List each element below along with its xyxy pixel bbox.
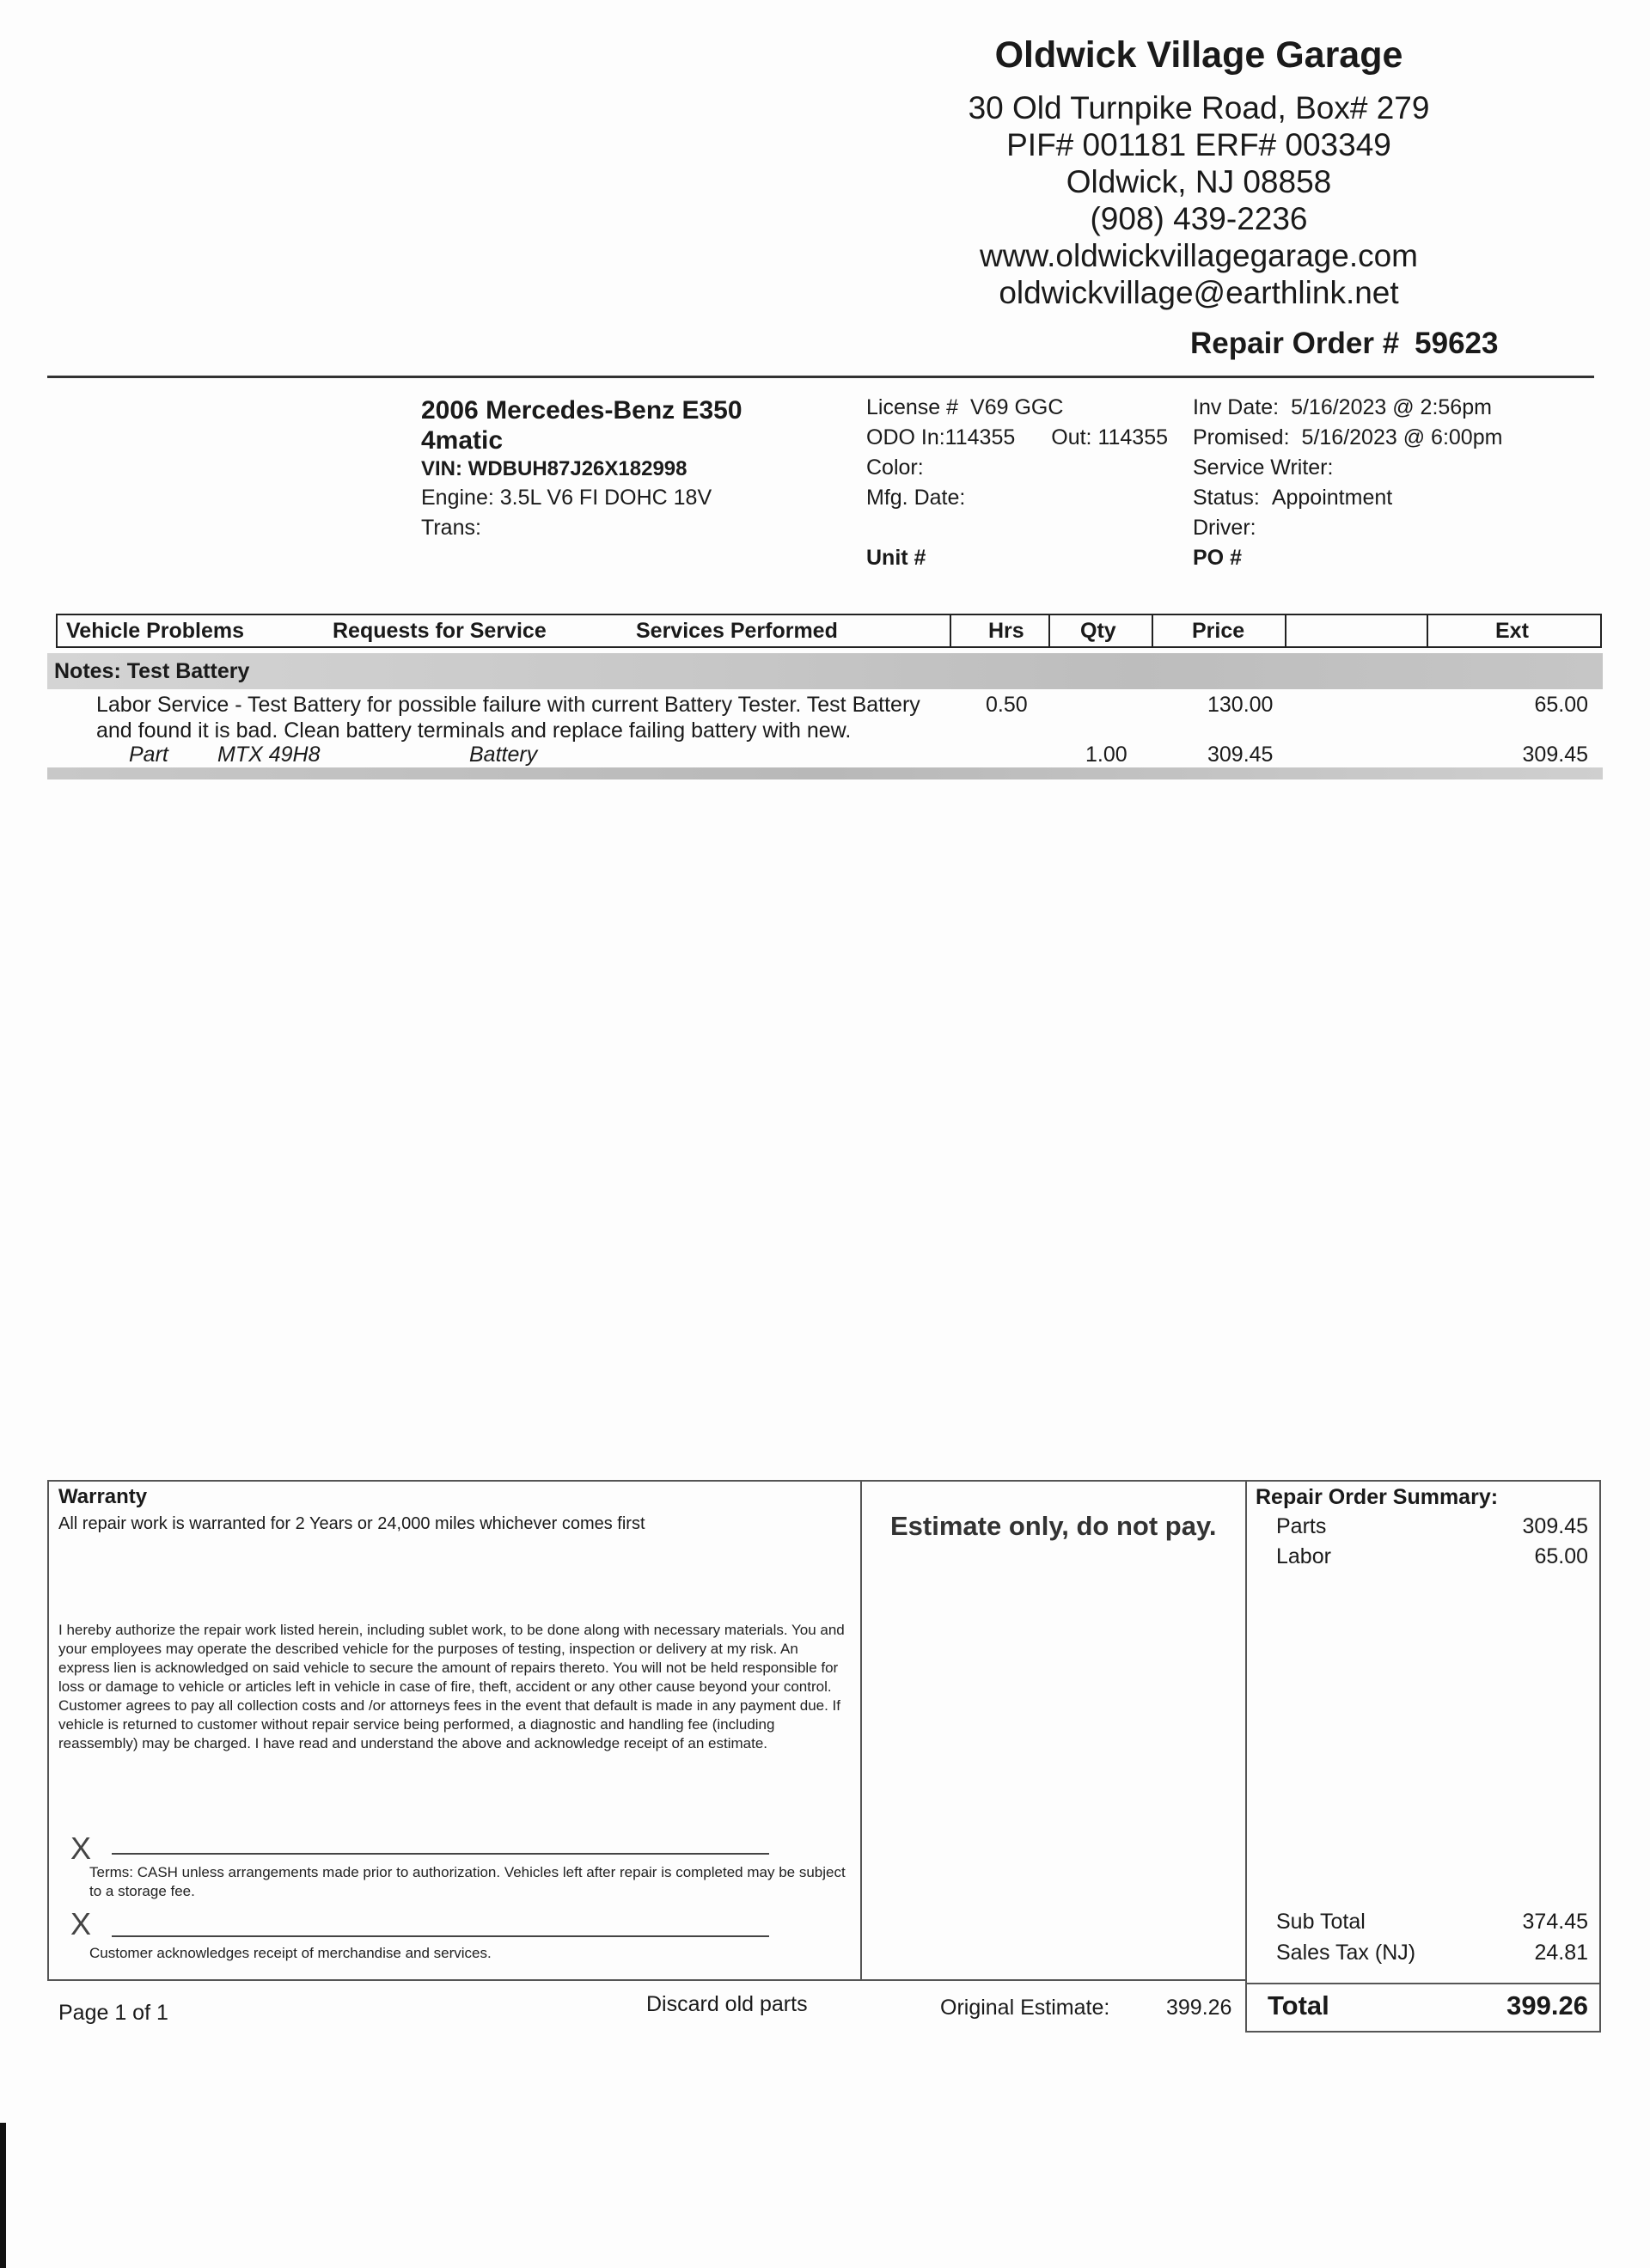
authorization-text: I hereby authorize the repair work listed herein, including sublet work, to be done along with necessary materials. You and your employees may operate the described vehicle for the purposes of testing, inspection or delivery at my risk. An express lien is acknowledged on said vehicle to secure the amount of repairs thereto. You will not be held responsible for loss or damage to vehicle or articles left in vehicle in case of fire, theft, accident or any other cause beyond your control. Customer agrees to pay all collection costs and /or attorneys fees in the event that default is made in any payment due. If vehicle is returned to customer without repair service being performed, a diagnostic and handling fee (including reassembly) may be charged. I have read and understand the above and acknowledge receipt of an estimate. [58,1622,845,1751]
shop-email: oldwickvillage@earthlink.net [999,275,1399,310]
promised-label: Promised: [1193,425,1290,449]
license-value: V69 GGC [970,395,1064,419]
table-header [56,614,1602,648]
driver-label: Driver: [1193,516,1256,540]
status-value: Appointment [1271,486,1393,510]
signature-line[interactable] [112,1935,769,1937]
vehicle-subtitle: 4matic [421,426,504,455]
col-ext: Ext [1495,619,1529,643]
subtotal-label: Sub Total [1276,1910,1366,1934]
vehicle-details [866,393,1168,573]
labor-hrs: 0.50 [986,693,1028,717]
summary-parts-label: Parts [1276,1514,1327,1538]
scan-edge-mark [0,2123,6,2268]
discard-parts: Discard old parts [646,1992,808,2016]
labor-ext: 65.00 [1534,693,1588,717]
notes-text: Notes: Test Battery [54,659,250,683]
original-estimate-value: 399.26 [1166,1996,1232,2020]
signature-mark: X [70,1906,92,1941]
col-hrs: Hrs [988,619,1024,643]
shop-phone: (908) 439-2236 [1090,201,1308,236]
vehicle-title: 2006 Mercedes-Benz E350 [421,396,742,425]
shop-website: www.oldwickvillagegarage.com [980,238,1418,273]
col-qty: Qty [1080,619,1116,643]
inv-date-value: 5/16/2023 @ 2:56pm [1291,395,1492,419]
header-divider [47,376,1594,378]
vehicle-engine: Engine: 3.5L V6 FI DOHC 18V [421,486,712,510]
odo-in: ODO In:114355 [866,425,1016,449]
total-divider [1245,1983,1601,1984]
summary-labor-label: Labor [1276,1544,1331,1568]
shop-city: Oldwick, NJ 08858 [1066,164,1332,199]
shop-address: 30 Old Turnpike Road, Box# 279 [968,90,1430,125]
vehicle-trans: Trans: [421,516,481,540]
col-divider [1285,615,1286,646]
inv-date-label: Inv Date: [1193,395,1280,419]
col-divider [1048,615,1050,646]
shop-name: Oldwick Village Garage [994,34,1403,76]
odo-out: Out: 114355 [1051,425,1169,449]
part-price: 309.45 [1207,743,1274,767]
estimate-box [860,1480,1247,1981]
summary-parts-value: 309.45 [1522,1514,1588,1538]
subtotal-value: 374.45 [1522,1910,1588,1934]
col-divider [1152,615,1153,646]
sales-tax-label: Sales Tax (NJ) [1276,1941,1416,1965]
labor-description [96,692,920,743]
color-label: Color: [866,455,924,480]
part-number: MTX 49H8 [217,743,321,767]
total-value: 399.26 [1506,1990,1588,2020]
col-vehicle-problems: Vehicle Problems [66,619,245,643]
col-divider [1427,615,1428,646]
summary-labor-value: 65.00 [1534,1544,1588,1568]
repair-order-label: Repair Order # [1190,327,1400,360]
original-estimate-label: Original Estimate: [940,1996,1110,2020]
warranty-title: Warranty [58,1485,148,1508]
labor-description-line1: Labor Service - Test Battery for possible failure with current Battery Tester. Test Battery [96,693,920,717]
vehicle-vin: VIN: WDBUH87J26X182998 [421,457,688,480]
terms-text: Terms: CASH unless arrangements made prior to authorization. Vehicles left after repair is completed may be subject to a storage fee. [89,1864,846,1899]
signature-mark: X [70,1831,92,1866]
warranty-text: All repair work is warranted for 2 Years or 24,000 miles whichever comes first [58,1514,645,1533]
unit-label: Unit # [866,546,926,570]
col-services: Services Performed [636,619,838,643]
col-divider [950,615,951,646]
part-type: Part [129,743,168,767]
estimate-note: Estimate only, do not pay. [890,1511,1217,1541]
service-writer-label: Service Writer: [1193,455,1334,480]
sales-tax-value: 24.81 [1534,1941,1588,1965]
order-details [1193,393,1502,573]
repair-order-number [1190,327,1498,361]
signature-line[interactable] [112,1853,769,1855]
col-price: Price [1192,619,1245,643]
summary-title: Repair Order Summary: [1256,1485,1499,1509]
repair-order-value: 59623 [1415,327,1499,360]
part-description: Battery [469,743,538,767]
labor-price: 130.00 [1207,693,1274,717]
table-end-band [47,767,1603,779]
license-label: License # [866,395,959,419]
mfg-date-label: Mfg. Date: [866,486,966,510]
total-label: Total [1268,1990,1329,2020]
notes-row [47,653,1603,689]
part-ext: 309.45 [1522,743,1588,767]
po-label: PO # [1193,546,1242,570]
vehicle-info [421,395,742,543]
labor-description-line2: and found it is bad. Clean battery terminals and replace failing battery with new. [96,718,852,743]
part-qty: 1.00 [1085,743,1128,767]
receipt-text: Customer acknowledges receipt of merchandise and services. [89,1945,492,1961]
status-label: Status: [1193,486,1260,510]
shop-permits: PIF# 001181 ERF# 003349 [1006,127,1391,162]
page-number: Page 1 of 1 [58,2001,168,2025]
promised-value: 5/16/2023 @ 6:00pm [1301,425,1503,449]
col-requests: Requests for Service [333,619,547,643]
